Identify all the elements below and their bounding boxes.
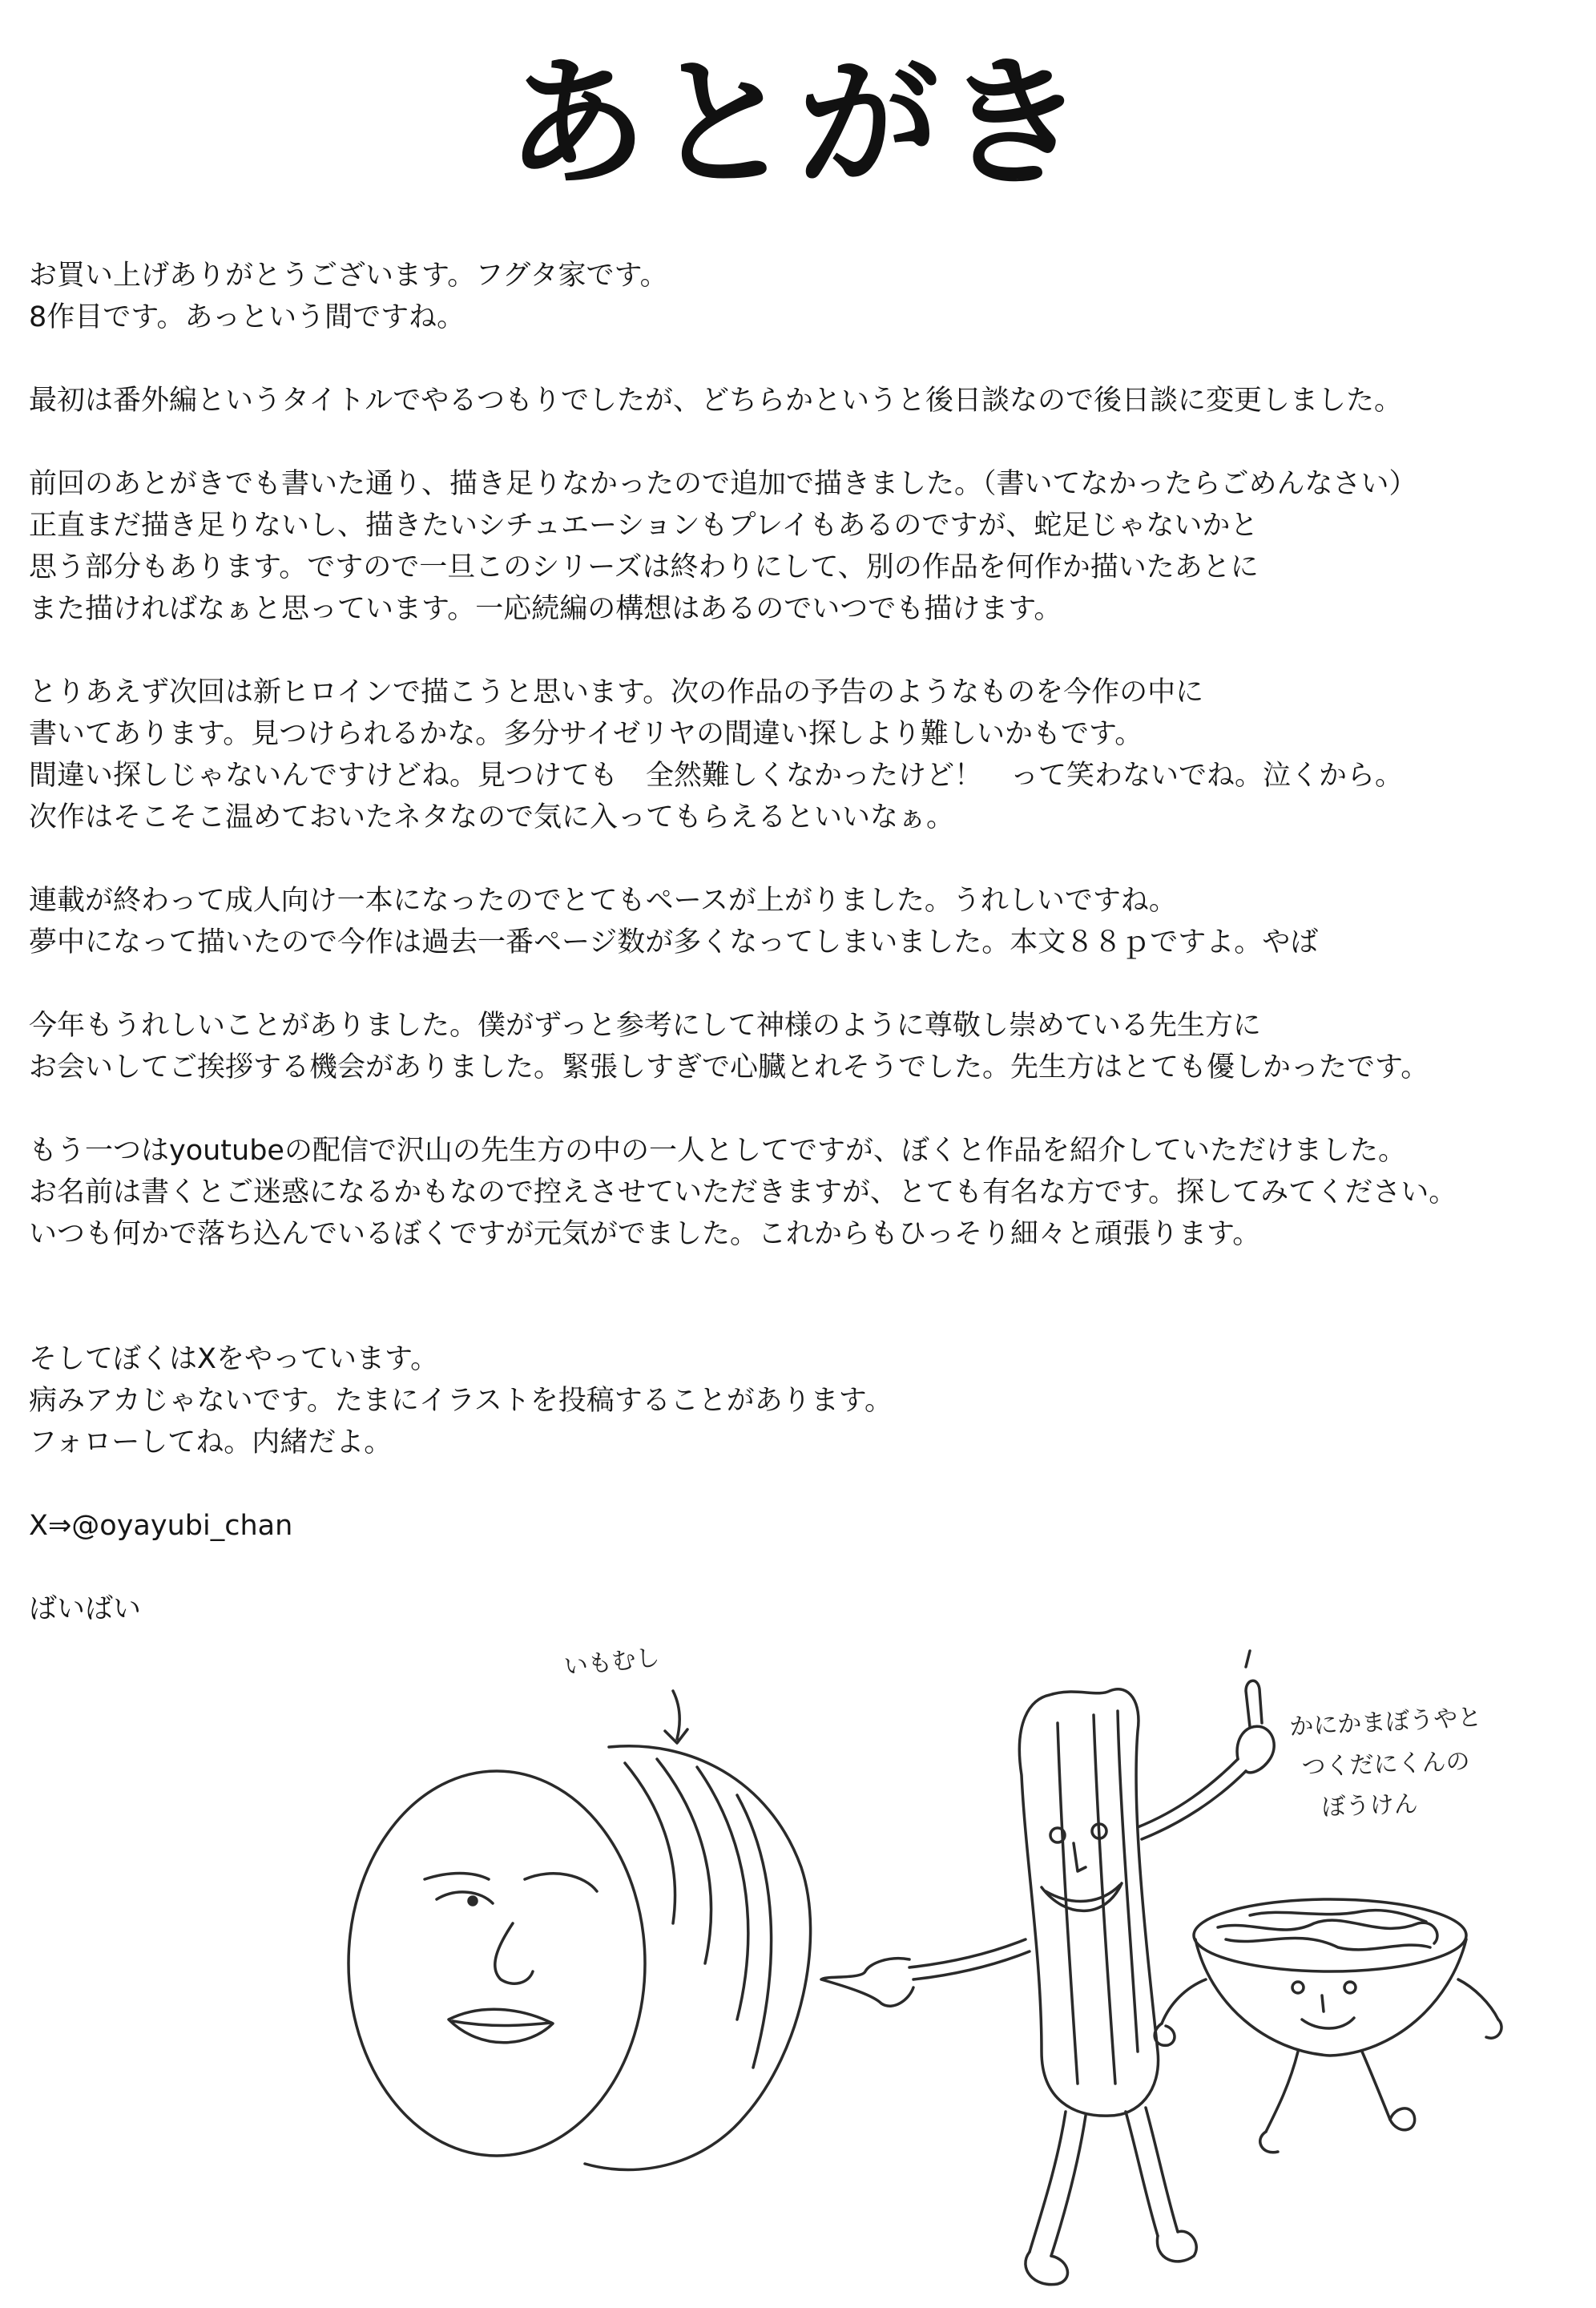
body-line: お買い上げありがとうございます。フグタ家です。 (29, 260, 668, 292)
farewell: ばいばい (29, 1593, 142, 1625)
body-line: 今年もうれしいことがありました。僕がずっと参考にして神様のように尊敬し崇めている先生方に (29, 1010, 1261, 1042)
afterword-body (29, 255, 1583, 1630)
body-line: 前回のあとがきでも書いた通り、描き足りなかったので追加で描きました。（書いてなかったらごめんなさい） (29, 468, 1417, 500)
body-line: 最初は番外編というタイトルでやるつもりでしたが、どちらかというと後日談なので後日談に変更しました。 (29, 385, 1402, 417)
body-line: 8作目です。あっという間ですね。 (29, 301, 466, 333)
closing-line: そしてぼくはXをやっています。 (29, 1343, 439, 1375)
adventure-label-line-1: かにかまぼうやと (1288, 1703, 1483, 1741)
closing-line: 病みアカじゃないです。たまにイラストを投稿することがあります。 (29, 1385, 893, 1417)
body-line: また描ければなぁと思っています。一応続編の構想はあるのでいつでも描けます。 (29, 593, 1062, 625)
body-line: お名前は書くとご迷惑になるかもなので控えさせていただきますが、とても有名な方です。探してみてください。 (29, 1176, 1457, 1208)
x-account: X⇒@oyayubi_chan (29, 1510, 293, 1542)
kanikama-character (821, 1651, 1274, 2285)
closing-line: フォローしてね。内緒だよ。 (29, 1426, 393, 1459)
body-line: 連載が終わって成人向け一本になったのでとてもペースが上がりました。うれしいですね。 (29, 885, 1177, 917)
imomushi-character (349, 1691, 811, 2170)
body-line: とりあえず次回は新ヒロインで描こうと思います。次の作品の予告のようなものを今作の中に (29, 676, 1204, 708)
adventure-label-line-2: つくだにくんの (1301, 1747, 1471, 1781)
body-line: 書いてあります。見つけられるかな。多分サイゼリヤの間違い探しより難しいかもです。 (29, 718, 1143, 750)
body-line: 次作はそこそこ温めておいたネタなので気に入ってもらえるといいなぁ。 (29, 801, 955, 833)
body-line: お会いしてご挨拶する機会がありました。緊張しすぎで心臓とれそうでした。先生方はとても優しかったです。 (29, 1051, 1429, 1083)
body-line: 思う部分もあります。ですので一旦このシリーズは終わりにして、別の作品を何作か描いたあとに (29, 551, 1259, 583)
tsukudani-character (1155, 1899, 1501, 2153)
imomushi-label: いもむし (562, 1643, 662, 1681)
body-line: いつも何かで落ち込んでいるぼくですが元気がでました。これからもひっそり細々と頑張ります。 (29, 1218, 1261, 1250)
body-line: もう一つはyoutubeの配信で沢山の先生方の中の一人としてですが、ぼくと作品を紹介していただけました。 (29, 1135, 1406, 1167)
body-line: 夢中になって描いたので今作は過去一番ページ数が多くなってしまいました。本文８８ｐですよ。やば (29, 926, 1319, 958)
page-title: あとがき (506, 42, 1090, 206)
adventure-label-line-3: ぼうけん (1321, 1790, 1419, 1822)
body-line: 正直まだ描き足りないし、描きたいシチュエーションもプレイもあるのですが、蛇足じゃないかと (29, 510, 1259, 542)
body-line: 間違い探しじゃないんですけどね。見つけても 全然難しくなかったけど！ って笑わないでね。泣くから。 (29, 760, 1404, 792)
